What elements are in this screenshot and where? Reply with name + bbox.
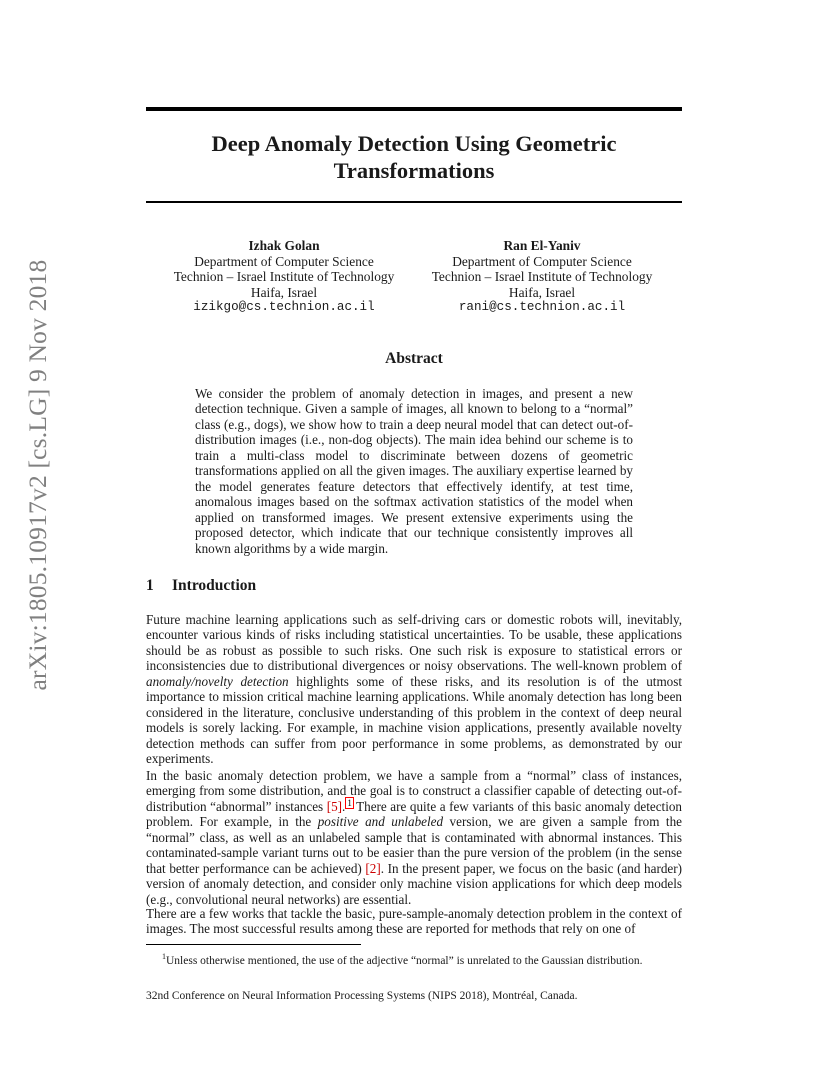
text-run: In the basic anomaly detection problem, we have a sample from a “normal” class of instances, emerging from some distribution, and the goal is to construct a classifier capable of detecting out-of-distribution “abnormal” instances: [146, 768, 682, 814]
title-line-2: Transformations: [333, 158, 495, 183]
conference-note: 32nd Conference on Neural Information Processing Systems (NIPS 2018), Montréal, Canada.: [146, 990, 578, 1002]
footnote: [162, 950, 643, 968]
text-run: There are quite a few variants of this basic anomaly detection problem. For example, in the: [146, 798, 682, 830]
abstract-heading: Abstract: [385, 350, 443, 367]
emphasis-text: anomaly/novelty detection: [146, 673, 289, 689]
author-department: Department of Computer Science: [452, 253, 632, 269]
footnote-text: Unless otherwise mentioned, the use of the adjective “normal” is unrelated to the Gaussian distribution.: [166, 954, 643, 967]
author-block-2: [392, 238, 692, 316]
footnote-rule: [146, 944, 361, 945]
author-name: Ran El-Yaniv: [503, 238, 581, 253]
abstract-text: We consider the problem of anomaly detection in images, and present a new detection technique. Given a sample of images, all known to belong to a “normal” class (e.g., dogs), we show how to train a deep neural model that can detect out-of-distribution images (i.e., non-dog objects). The main idea behind our scheme is to train a multi-class model to discriminate between dozens of geometric transformations applied on all the given images. The auxiliary expertise learned by the model generates feature detectors that effectively identify, at test time, anomalous images based on the softmax activation statistics of the model when applied on transformed images. We present extensive experiments using the proposed detector, which indicate that our technique consistently improves all known algorithms by a wide margin.: [195, 386, 633, 556]
footnote-link[interactable]: 1: [347, 797, 352, 808]
section-number: 1: [146, 577, 154, 594]
citation-link[interactable]: [2]: [365, 860, 381, 876]
intro-paragraph-3: There are a few works that tackle the basic, pure-sample-anomaly detection problem in the context of images. The most successful results among these are reported for methods that rely on one of: [146, 906, 682, 937]
author-department: Department of Computer Science: [194, 253, 374, 269]
arxiv-identifier: arXiv:1805.10917v2 [cs.LG] 9 Nov 2018: [23, 259, 52, 691]
author-institution: Technion – Israel Institute of Technology: [173, 269, 395, 284]
author-email[interactable]: izikgo@cs.technion.ac.il: [193, 300, 375, 314]
title-top-rule: [146, 107, 682, 111]
text-run: highlights some of these risks, and its resolution is of the utmost importance to mission critical machine learning applications. While anomaly detection has long been considered in the literature, conclusive understanding of this problem in the context of deep neural models is sorely lacking. For example, in machine vision applications, presently available novelty detection methods can suffer from poor performance in some problems, as demonstrated by our experiments.: [146, 673, 682, 767]
section-title: Introduction: [172, 577, 257, 594]
text-run: . In the present paper, we focus on the basic (and harder) version of anomaly detection, and consider only machine vision applications for which deep models (e.g., convolutional neural networks) are essential.: [146, 860, 682, 907]
section-heading: [146, 577, 256, 595]
title-bottom-rule: [146, 201, 682, 203]
title-line-1: Deep Anomaly Detection Using Geometric: [211, 131, 617, 156]
citation-link[interactable]: [5]: [326, 798, 343, 814]
author-name: Izhak Golan: [248, 238, 320, 253]
intro-paragraph-1: [146, 612, 682, 767]
author-institution: Technion – Israel Institute of Technology: [431, 269, 653, 284]
text-run: version, we are given a sample from the “normal” class, as well as an unlabeled sample that is contaminated with abnormal instances. This contaminated-sample variant turns out to be easier than the pure version of the problem (in the sense that better performance can be achieved): [146, 814, 682, 876]
author-location: Haifa, Israel: [508, 284, 576, 300]
intro-paragraph-2: [146, 768, 682, 907]
author-location: Haifa, Israel: [250, 284, 318, 300]
text-run: Future machine learning applications such as self-driving cars or domestic robots will, inevitably, encounter various kinds of risks including statistical uncertainties. To be usable, these applications should be as robust as possible to such risks. One such risk is exposure to statistical errors or inconsistencies due to distributional divergences or noisy observations. The well-known problem of: [146, 612, 682, 674]
paper-title: [146, 130, 682, 184]
emphasis-text: positive and unlabeled: [317, 814, 444, 830]
text-run: .: [342, 798, 346, 814]
footnote-mark: 1: [162, 952, 166, 961]
author-block-1: [134, 238, 434, 316]
author-email[interactable]: rani@cs.technion.ac.il: [458, 300, 626, 314]
